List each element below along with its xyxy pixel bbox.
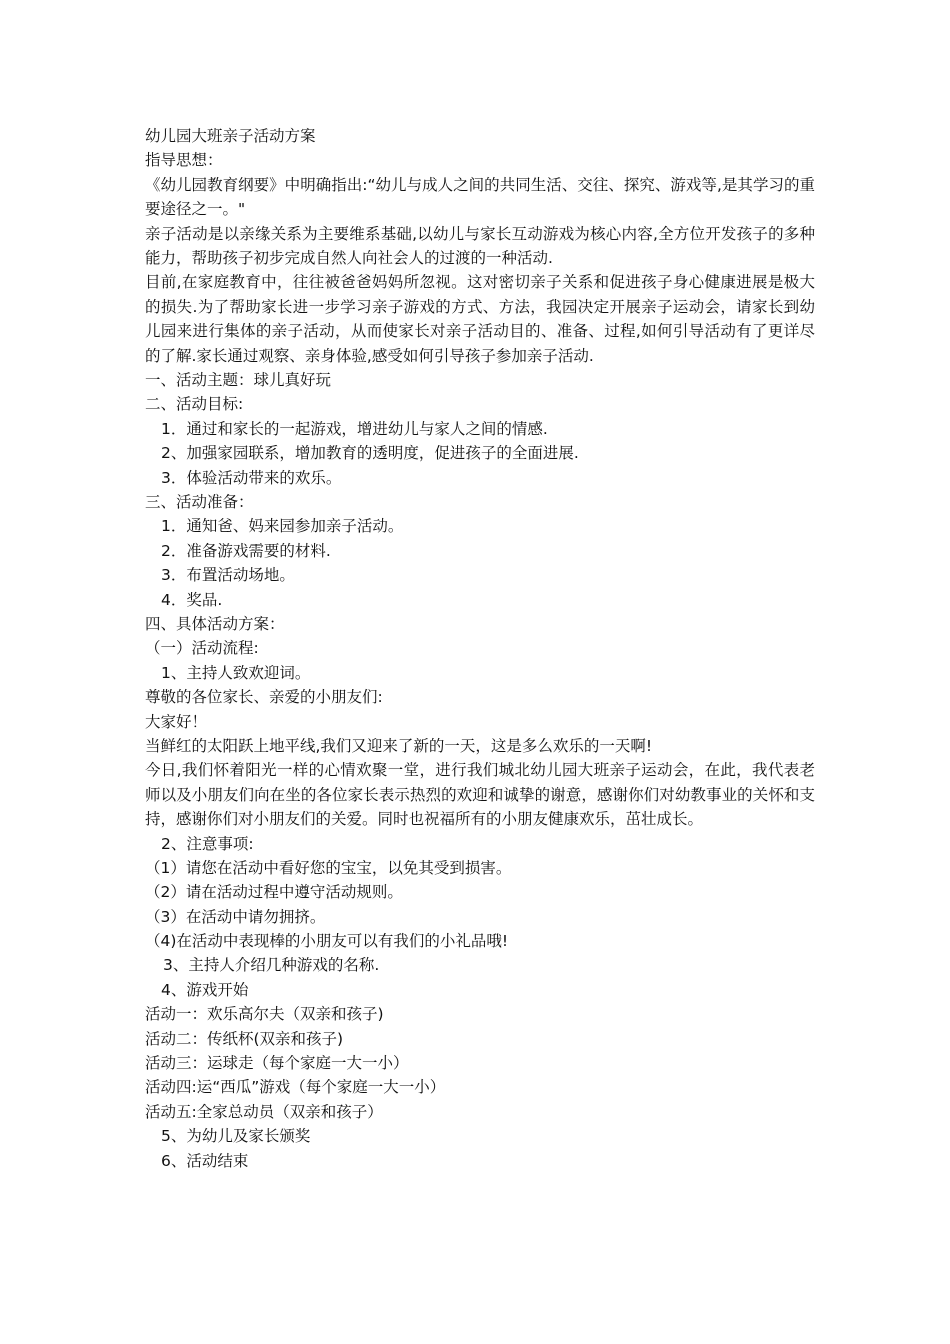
note-item: （2）请在活动过程中遵守活动规则。 bbox=[145, 883, 403, 902]
prep-item: 1．通知爸、妈来园参加亲子活动。 bbox=[161, 517, 404, 536]
speech-greeting-1: 尊敬的各位家长、亲爱的小朋友们: bbox=[145, 688, 383, 707]
document-body bbox=[145, 124, 815, 1173]
goal-item: 1．通过和家长的一起游戏，增进幼儿与家人之间的情感. bbox=[161, 419, 548, 438]
speech-paragraph-2: 今日,我们怀着阳光一样的心情欢聚一堂，进行我们城北幼儿园大班亲子运动会，在此，我代表老师以及小朋友们向在坐的各位家长表示热烈的欢迎和诚挚的谢意，感谢你们对幼教事业的关怀和支持，感谢你们对小朋友们的关爱。同时也祝福所有的小朋友健康欢乐，茁壮成长。 bbox=[145, 761, 815, 829]
prep-item: 3．布置活动场地。 bbox=[161, 566, 295, 585]
document-title: 幼儿园大班亲子活动方案 bbox=[145, 127, 316, 145]
speech-paragraph-1: 当鲜红的太阳跃上地平线,我们又迎来了新的一天，这是多么欢乐的一天啊! bbox=[145, 736, 653, 755]
flow-heading: （一）活动流程: bbox=[145, 639, 259, 658]
guiding-paragraph-3: 目前,在家庭教育中，往往被爸爸妈妈所忽视。这对密切亲子关系和促进孩子身心健康进展是极大的损失.为了帮助家长进一步学习亲子游戏的方式、方法，我园决定开展亲子运动会，请家长到幼儿园来进行集体的亲子活动，从而使家长对亲子活动目的、准备、过程,如何引导活动有了更详尽的了解.家长通过观察、亲身体验,感受如何引导孩子参加亲子活动. bbox=[145, 273, 815, 365]
note-item: （3）在活动中请勿拥挤。 bbox=[145, 907, 326, 926]
prep-item: 4．奖品. bbox=[161, 590, 223, 609]
flow-step-3: 3、主持人介绍几种游戏的名称. bbox=[163, 956, 380, 975]
section-theme: 一、活动主题：球儿真好玩 bbox=[145, 371, 332, 390]
goal-item: 2、加强家园联系，增加教育的透明度，促进孩子的全面进展. bbox=[161, 444, 579, 463]
section-prep-heading: 三、活动准备： bbox=[145, 492, 254, 511]
activity-item: 活动五:全家总动员（双亲和孩子） bbox=[145, 1102, 383, 1121]
guiding-paragraph-1: 《幼儿园教育纲要》中明确指出:“幼儿与成人之间的共同生活、交往、探究、游戏等,是其学习的重要途径之一。" bbox=[145, 175, 815, 219]
prep-item: 2．准备游戏需要的材料. bbox=[161, 541, 331, 560]
flow-step-5: 5、为幼儿及家长颁奖 bbox=[161, 1127, 311, 1146]
guiding-heading: 指导思想： bbox=[145, 151, 223, 170]
section-goals-heading: 二、活动目标: bbox=[145, 395, 244, 414]
activity-item: 活动一：欢乐高尔夫（双亲和孩子) bbox=[145, 1005, 384, 1024]
speech-greeting-2: 大家好！ bbox=[145, 712, 208, 731]
goal-item: 3．体验活动带来的欢乐。 bbox=[161, 468, 342, 487]
flow-step-4: 4、游戏开始 bbox=[161, 980, 249, 999]
flow-step-6: 6、活动结束 bbox=[161, 1151, 249, 1170]
activity-item: 活动二：传纸杯(双亲和孩子) bbox=[145, 1029, 344, 1048]
guiding-paragraph-2: 亲子活动是以亲缘关系为主要维系基础,以幼儿与家长互动游戏为核心内容,全方位开发孩子的多种能力，帮助孩子初步完成自然人向社会人的过渡的一种活动. bbox=[145, 224, 815, 267]
section-plan-heading: 四、具体活动方案： bbox=[145, 614, 285, 633]
note-item: （1）请您在活动中看好您的宝宝，以免其受到损害。 bbox=[145, 858, 512, 877]
note-item: （4)在活动中表现棒的小朋友可以有我们的小礼品哦! bbox=[145, 932, 509, 951]
activity-item: 活动三：运球走（每个家庭一大一小） bbox=[145, 1054, 409, 1073]
activity-item: 活动四:运“西瓜”游戏（每个家庭一大一小） bbox=[145, 1078, 446, 1097]
flow-step-1: 1、主持人致欢迎词。 bbox=[161, 663, 311, 682]
flow-step-2: 2、注意事项: bbox=[161, 834, 254, 853]
